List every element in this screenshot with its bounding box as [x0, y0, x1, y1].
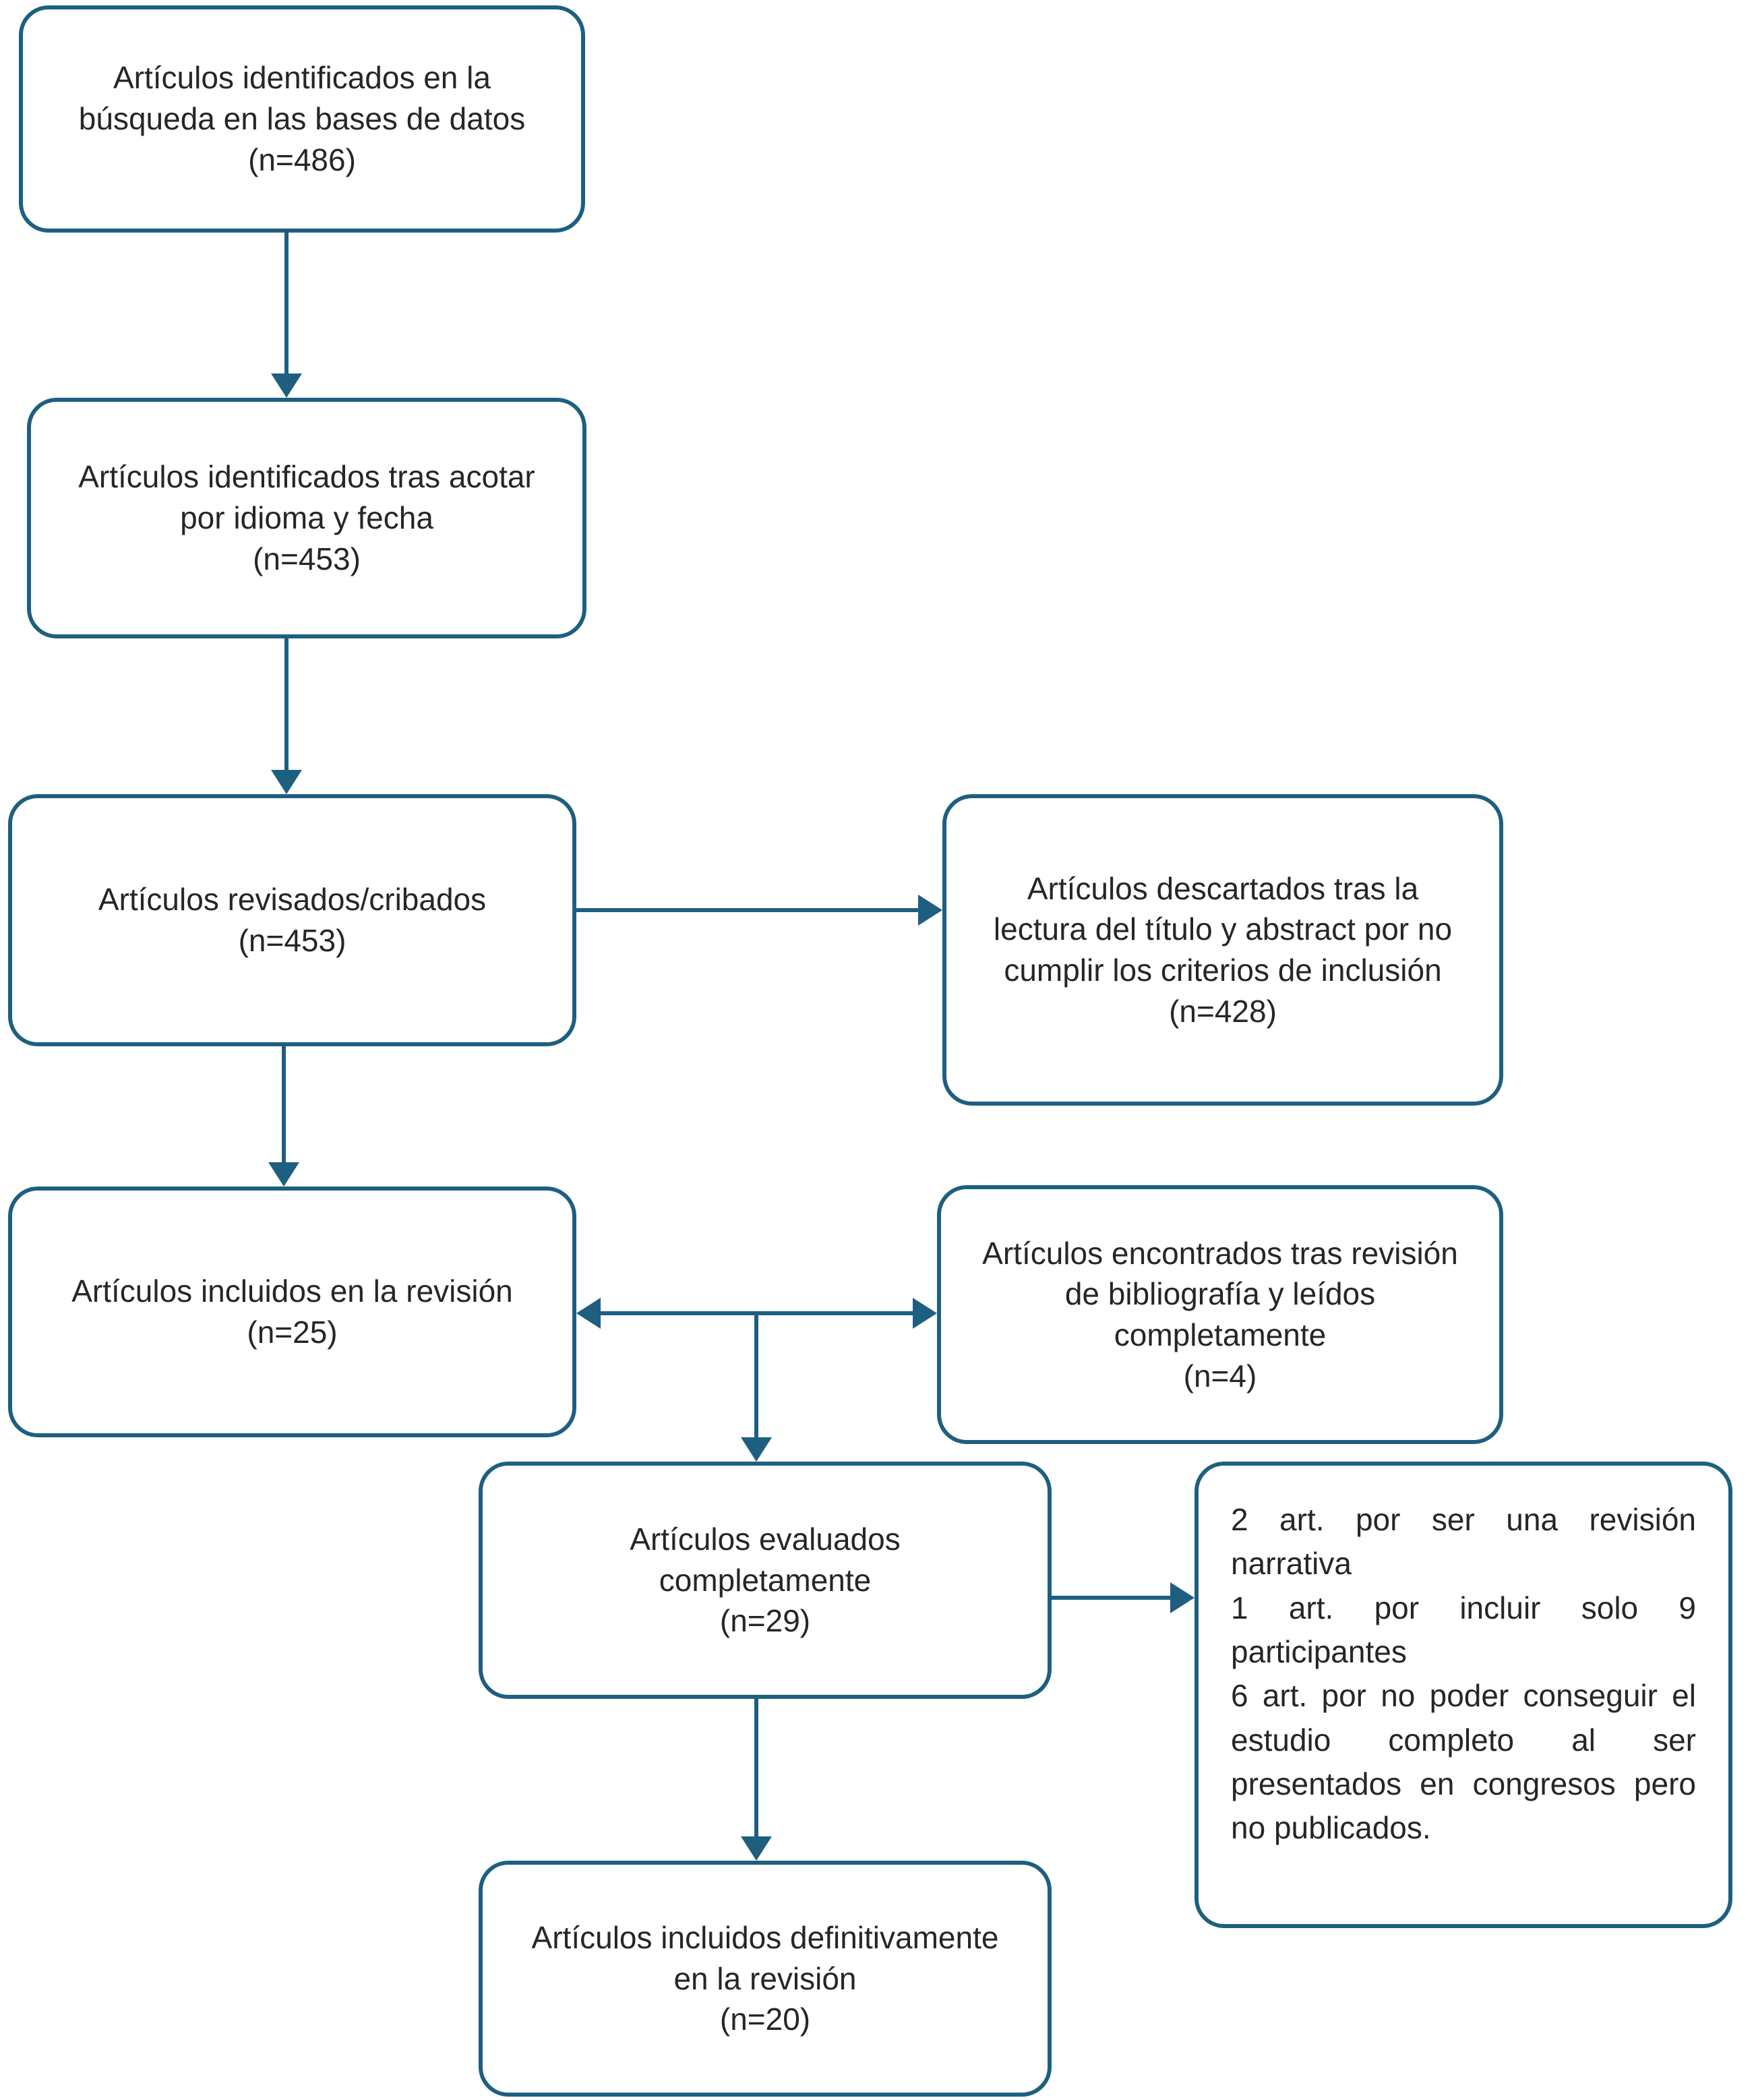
arrow-line: [284, 233, 289, 378]
node-final-count: (n=20): [719, 2002, 811, 2037]
node-bibliography-count: (n=4): [1183, 1358, 1257, 1393]
node-filtered-count: (n=453): [253, 541, 361, 576]
arrowhead-right-icon: [918, 895, 942, 926]
node-included-final: [479, 1861, 1052, 2097]
arrow-line: [284, 638, 289, 774]
arrowhead-down-icon: [741, 1437, 772, 1462]
arrow-junction-to-evaluated: [741, 1313, 772, 1462]
node-discarded-title-abstract: [942, 794, 1503, 1106]
node-included-review-count: (n=25): [247, 1315, 338, 1350]
node-filtered-label: Artículos identificados tras acotar por idioma y fecha: [78, 459, 535, 536]
arrowhead-right-icon: [1170, 1582, 1194, 1613]
arrow-screened-to-included: [268, 1046, 299, 1187]
arrow-line: [576, 908, 922, 912]
node-screened-count: (n=453): [238, 923, 346, 958]
arrow-screened-to-discarded: [576, 895, 942, 926]
arrowhead-down-icon: [268, 1162, 299, 1187]
node-fully-evaluated: [479, 1462, 1052, 1699]
arrowhead-left-icon: [576, 1298, 601, 1329]
node-identified-db-count: (n=486): [248, 142, 356, 177]
node-exclusion-reasons: [1194, 1462, 1732, 1928]
node-evaluated-label: Artículos evaluados completamente: [630, 1521, 901, 1598]
arrow-filtered-to-screened: [271, 638, 302, 794]
arrow-line: [754, 1313, 758, 1441]
arrow-evaluated-to-final: [741, 1699, 772, 1861]
node-discarded-label: Artículos descartados tras la lectura del título y abstract por no cumplir los criterios de inclusión: [993, 870, 1453, 988]
node-discarded-count: (n=428): [1169, 993, 1277, 1029]
exclusion-reason-2: 1 art. por incluir solo 9 participantes: [1231, 1590, 1696, 1669]
node-included-review: [8, 1187, 576, 1437]
node-screened: [8, 794, 576, 1046]
node-filtered-language-date: [27, 398, 586, 638]
node-final-label: Artículos incluidos definitivamente en la revisión: [531, 1919, 999, 1996]
arrowhead-down-icon: [271, 373, 302, 398]
arrow-line: [754, 1699, 758, 1840]
node-found-bibliography: [937, 1185, 1503, 1444]
exclusion-reason-3: 6 art. por no poder conseguir el estudio completo al ser presentados en congresos pero no publicados.: [1231, 1678, 1696, 1846]
node-included-review-label: Artículos incluidos en la revisión: [71, 1273, 513, 1309]
arrowhead-down-icon: [271, 770, 302, 794]
node-screened-label: Artículos revisados/cribados: [98, 882, 487, 918]
arrowhead-right-icon: [913, 1298, 937, 1329]
arrow-identified-to-filtered: [271, 233, 302, 398]
node-bibliography-label: Artículos encontrados tras revisión de bibliografía y leídos completamente: [982, 1235, 1458, 1352]
arrow-line: [282, 1046, 286, 1166]
arrow-line: [1052, 1596, 1174, 1600]
arrowhead-down-icon: [741, 1836, 772, 1861]
node-identified-db-label: Artículos identificados en la búsqueda en las bases de datos: [78, 60, 526, 137]
node-identified-db: [19, 5, 585, 233]
arrow-evaluated-to-reasons: [1052, 1582, 1194, 1613]
node-evaluated-count: (n=29): [719, 1603, 811, 1639]
exclusion-reason-1: 2 art. por ser una revisión narrativa: [1231, 1502, 1696, 1582]
